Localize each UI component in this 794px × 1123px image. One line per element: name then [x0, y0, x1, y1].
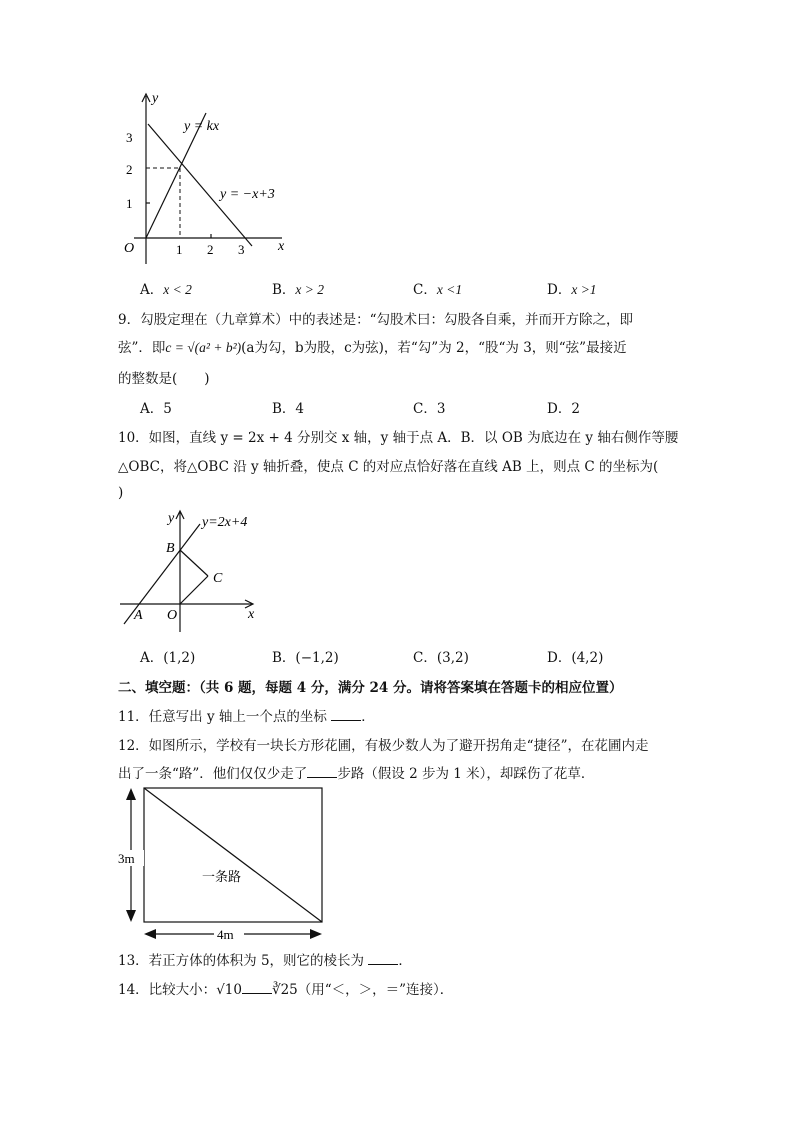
- graph1-x-label: x: [278, 239, 285, 254]
- q8-option-b[interactable]: [272, 278, 324, 298]
- q10-line-1: 10．如图，直线 y = 2x + 4 分别交 x 轴，y 轴于点 A．B．以 OB 为底边在 y 轴右侧作等腰: [118, 430, 679, 446]
- q12-line2-pre: 出了一条“路”．他们仅仅少走了: [118, 766, 308, 782]
- width-arrow-right: [310, 929, 322, 939]
- height-arrow-bottom: [126, 910, 136, 922]
- q13-answer-blank[interactable]: [368, 950, 398, 965]
- graph1-ytick-1: 1: [126, 196, 133, 211]
- path-label: 一条路: [202, 869, 242, 884]
- q14-answer-blank[interactable]: [242, 979, 272, 994]
- q14-post: （用“＜，＞，＝”连接）．: [297, 982, 454, 998]
- q12-line2-post: 步路（假设 2 步为 1 米），却踩伤了花草．: [337, 766, 595, 782]
- option-text: 3: [436, 401, 446, 417]
- graph1-ytick-3: 3: [126, 130, 133, 145]
- q9-line2-pre: 弦”．即: [118, 340, 166, 356]
- option-letter: D．: [547, 650, 572, 666]
- width-arrow-left: [144, 929, 156, 939]
- q10-option-a[interactable]: [140, 646, 195, 666]
- graph1-line2-label: y = −x+3: [220, 187, 275, 202]
- option-text: (−1,2): [295, 650, 339, 666]
- q9-option-b[interactable]: [272, 397, 304, 417]
- q11-answer-blank[interactable]: [331, 706, 361, 721]
- option-text: x > 2: [295, 282, 325, 297]
- option-text: x >1: [571, 282, 597, 297]
- option-letter: D．: [547, 282, 572, 298]
- q10-line-3: ): [118, 485, 124, 501]
- graph2-point-c: C: [213, 571, 223, 586]
- q8-option-d[interactable]: [547, 278, 597, 298]
- height-arrow-top: [126, 788, 136, 800]
- q9-line-2: [118, 336, 627, 356]
- graph2-line-label: y=2x+4: [202, 515, 248, 530]
- graph1-xtick-2: 2: [207, 242, 214, 257]
- q9-line-3: 的整数是( ): [118, 371, 210, 387]
- graph2-point-b: B: [166, 541, 175, 556]
- graph2-side-oc: [180, 576, 208, 604]
- graph1-xtick-3: 3: [238, 242, 245, 257]
- option-letter: B．: [272, 282, 296, 298]
- graph2-x-label: x: [248, 607, 255, 622]
- option-letter: B．: [272, 650, 296, 666]
- graph1-line-neg-x-plus-3: [148, 124, 252, 246]
- q14-right-expr: ∛25: [271, 982, 298, 998]
- q9-option-d[interactable]: [547, 397, 580, 417]
- graph1-ytick-2: 2: [126, 162, 133, 177]
- option-text: (1,2): [163, 650, 196, 666]
- figure-rect-garden: [114, 784, 332, 944]
- q9-line2-post: (a为勾，b为股，c为弦)，若“勾”为 2，“股“为 3，则“弦”最接近: [241, 340, 627, 356]
- q9-option-a[interactable]: [140, 397, 172, 417]
- graph2-point-o: O: [167, 608, 178, 623]
- graph1-xtick-1: 1: [176, 242, 183, 257]
- option-text: (3,2): [436, 650, 469, 666]
- graph1-line1-label: y = kx: [184, 119, 220, 134]
- option-letter: D．: [547, 401, 572, 417]
- option-letter: A．: [140, 650, 164, 666]
- q12-answer-blank[interactable]: [307, 763, 337, 778]
- q13-line: [118, 949, 412, 969]
- q8-option-a[interactable]: [140, 278, 192, 298]
- q11-text: 11．任意写出 y 轴上一个点的坐标: [118, 709, 327, 725]
- q13-end: ．: [398, 953, 412, 969]
- graph-fold-triangle: [112, 506, 272, 636]
- q10-line-2: △OBC，将△OBC 沿 y 轴折叠，使点 C 的对应点恰好落在直线 AB 上，则点 C 的坐标为(: [118, 459, 659, 475]
- q9-formula: c = √(a² + b²): [165, 340, 242, 355]
- q11-end: ．: [361, 709, 375, 725]
- width-label: 4m: [217, 927, 234, 942]
- option-text: 2: [571, 401, 580, 417]
- option-letter: A．: [140, 401, 164, 417]
- height-label: 3m: [118, 851, 135, 866]
- option-letter: A．: [140, 282, 164, 298]
- q10-option-b[interactable]: [272, 646, 339, 666]
- garden-diagonal-path: [144, 788, 322, 922]
- option-letter: C．: [413, 650, 437, 666]
- graph2-y-label: y: [168, 511, 175, 526]
- section-title-fill-in: 二、填空题：（共 6 题，每题 4 分，满分 24 分。请将答案填在答题卡的相应位置）: [118, 680, 623, 696]
- option-text: 4: [295, 401, 305, 417]
- option-letter: C．: [413, 401, 437, 417]
- option-text: x < 2: [163, 282, 192, 297]
- graph-linear-functions: [110, 88, 300, 268]
- q8-option-c[interactable]: [413, 278, 462, 298]
- q10-option-d[interactable]: [547, 646, 603, 666]
- graph2-side-bc: [180, 550, 208, 576]
- q14-pre: 14．比较大小：: [118, 982, 217, 998]
- q11-line: [118, 705, 375, 725]
- q10-option-c[interactable]: [413, 646, 469, 666]
- option-letter: C．: [413, 282, 437, 298]
- q13-text: 13．若正方体的体积为 5，则它的棱长为: [118, 953, 365, 969]
- q9-option-c[interactable]: [413, 397, 445, 417]
- q9-line-1: 9．勾股定理在（九章算术）中的表述是：“勾股术曰：勾股各自乘，并而开方除之，即: [118, 312, 633, 328]
- graph1-origin: O: [124, 241, 135, 256]
- q12-line-2: [118, 762, 594, 782]
- option-text: (4,2): [571, 650, 604, 666]
- q14-line: [118, 978, 453, 998]
- graph2-point-a: A: [134, 608, 143, 623]
- option-letter: B．: [272, 401, 296, 417]
- option-text: x <1: [436, 282, 463, 297]
- graph1-y-label: y: [152, 91, 159, 106]
- q12-line-1: 12．如图所示，学校有一块长方形花圃，有极少数人为了避开拐角走“捷径”，在花圃内走: [118, 738, 649, 754]
- q14-left-expr: √10: [216, 982, 242, 998]
- option-text: 5: [163, 401, 172, 417]
